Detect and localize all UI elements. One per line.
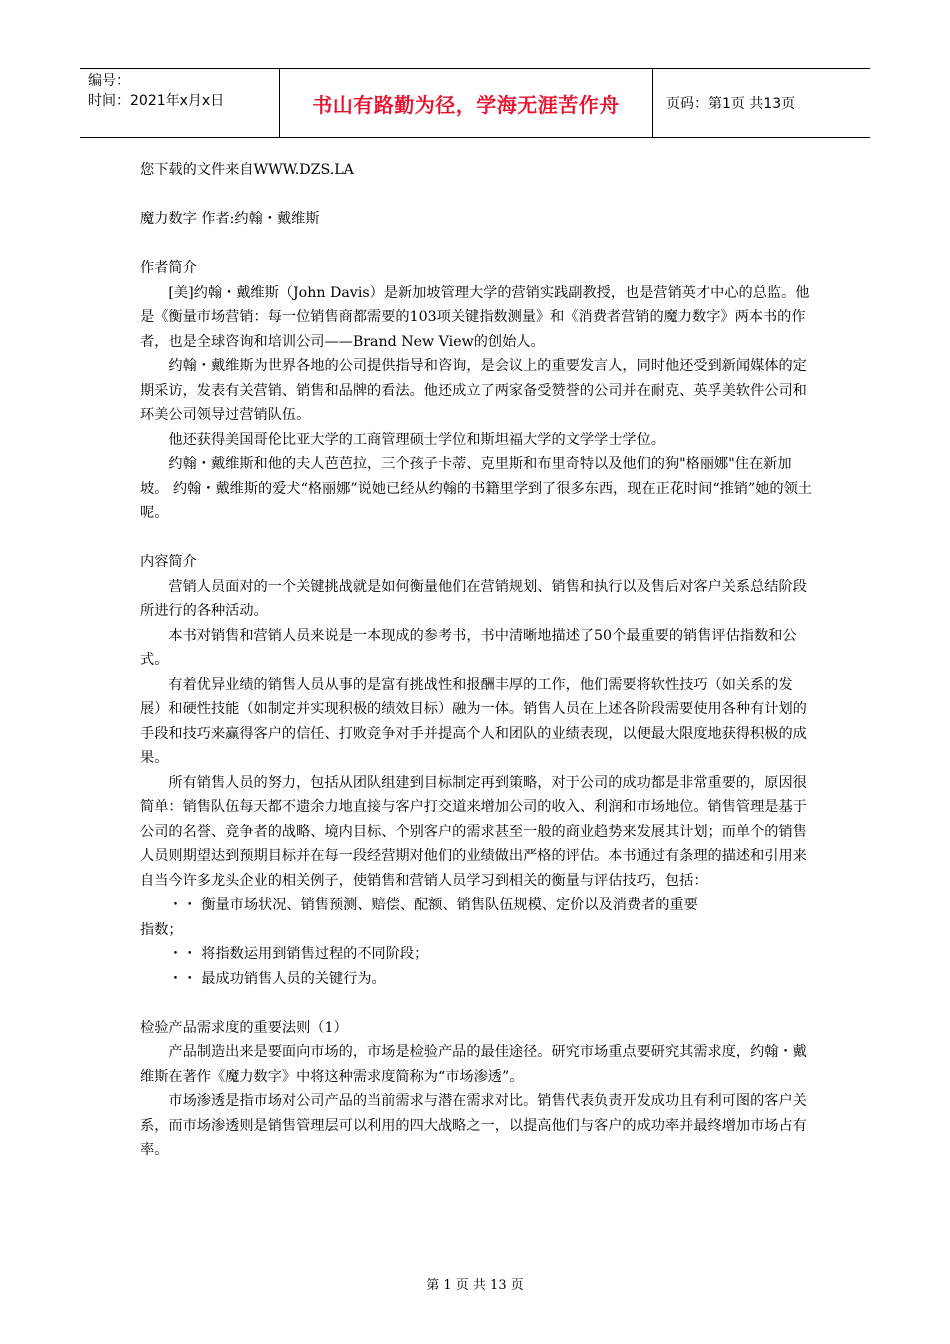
law-paragraph: 产品制造出来是要面向市场的，市场是检验产品的最佳途径。研究市场重点要研究其需求度，约翰・戴维斯在著作《魔力数字》中将这种需求度简称为“市场渗透”。	[140, 1044, 807, 1085]
document-date-label: 时间：2021年x月x日	[88, 93, 225, 109]
book-title: 魔力数字 作者:约翰・戴维斯	[140, 211, 320, 227]
page-footer: 第 1 页 共 13 页	[426, 1278, 524, 1293]
bullet-item: ・・ 衡量市场状况、销售预测、赔偿、配额、销售队伍规模、定价以及消费者的重要	[168, 897, 698, 913]
content-heading: 内容简介	[140, 554, 197, 570]
header-motto: 书山有路勤为径，学海无涯苦作舟	[279, 69, 653, 137]
author-paragraph: 他还获得美国哥伦比亚大学的工商管理硕士学位和斯坦福大学的文学学士学位。	[168, 431, 665, 448]
bullet-item: ・・ 将指数运用到销售过程的不同阶段；	[168, 946, 429, 962]
bullet-item: ・・ 最成功销售人员的关键行为。	[168, 970, 386, 987]
author-paragraph: 约翰・戴维斯为世界各地的公司提供指导和咨询，是会议上的重要发言人，同时他还受到新闻媒体的定期采访，发表有关营销、销售和品牌的看法。他还成立了两家备受赞誉的公司并在耐克、英孚美软件公司和环美公司领导过营销队伍。	[140, 358, 807, 423]
law-heading: 检验产品需求度的重要法则（1）	[140, 1019, 348, 1036]
author-paragraph: 约翰・戴维斯和他的夫人芭芭拉，三个孩子卡蒂、克里斯和布里奇特以及他们的狗"格丽娜"住在新加坡。 约翰・戴维斯的爱犬“格丽娜”说她已经从约翰的书籍里学到了很多东西，现在正花时间“推销”她的领土呢。	[140, 456, 812, 521]
content-paragraph: 营销人员面对的一个关键挑战就是如何衡量他们在营销规划、销售和执行以及售后对客户关系总结阶段所进行的各种活动。	[140, 578, 807, 619]
source-line: 您下载的文件来自WWW.DZS.LA	[140, 162, 354, 178]
law-paragraph: 市场渗透是指市场对公司产品的当前需求与潜在需求对比。销售代表负责开发成功且有利可图的客户关系，而市场渗透则是销售管理层可以利用的四大战略之一，以提高他们与客户的成功率并最终增加市场占有率。	[140, 1093, 807, 1158]
header-meta	[88, 71, 224, 111]
header-page-info: 页码：第1页 共13页	[666, 96, 796, 112]
content-paragraph: 本书对销售和营销人员来说是一本现成的参考书，书中清晰地描述了50个最重要的销售评估指数和公式。	[140, 627, 797, 668]
content-paragraph: 有着优异业绩的销售人员从事的是富有挑战性和报酬丰厚的工作，他们需要将软性技巧（如关系的发展）和硬性技能（如制定并实现积极的绩效目标）融为一体。销售人员在上述各阶段需要使用各种有计划的手段和技巧来赢得客户的信任、打败竞争对手并提高个人和团队的业绩表现，以便最大限度地获得积极的成果。	[140, 676, 807, 766]
content-paragraph: 所有销售人员的努力，包括从团队组建到目标制定再到策略，对于公司的成功都是非常重要的，原因很简单：销售队伍每天都不遗余力地直接与客户打交道来增加公司的收入、利润和市场地位。销售管理是基于公司的名誉、竞争者的战略、境内目标、个别客户的需求甚至一般的商业趋势来发展其计划；而单个的销售人员则期望达到预期目标并在每一段经营期对他们的业绩做出严格的评估。本书通过有条理的描述和引用来自当今许多龙头企业的相关例子，使销售和营销人员学习到相关的衡量与评估技巧，包括：	[140, 774, 807, 889]
document-body	[140, 158, 812, 1163]
bullet-item-continuation: 指数；	[140, 921, 183, 938]
author-paragraph: [美]约翰・戴维斯（John Davis）是新加坡管理大学的营销实践副教授，也是营销英才中心的总监。他是《衡量市场营销：每一位销售商都需要的103项关键指数测量》和《消费者营销的魔力数字》两本书的作者，也是全球咨询和培训公司——Brand New View的创始人。	[140, 284, 810, 350]
author-heading: 作者简介	[140, 260, 197, 276]
page-header	[80, 68, 870, 138]
document-number-label: 编号：	[88, 73, 130, 89]
